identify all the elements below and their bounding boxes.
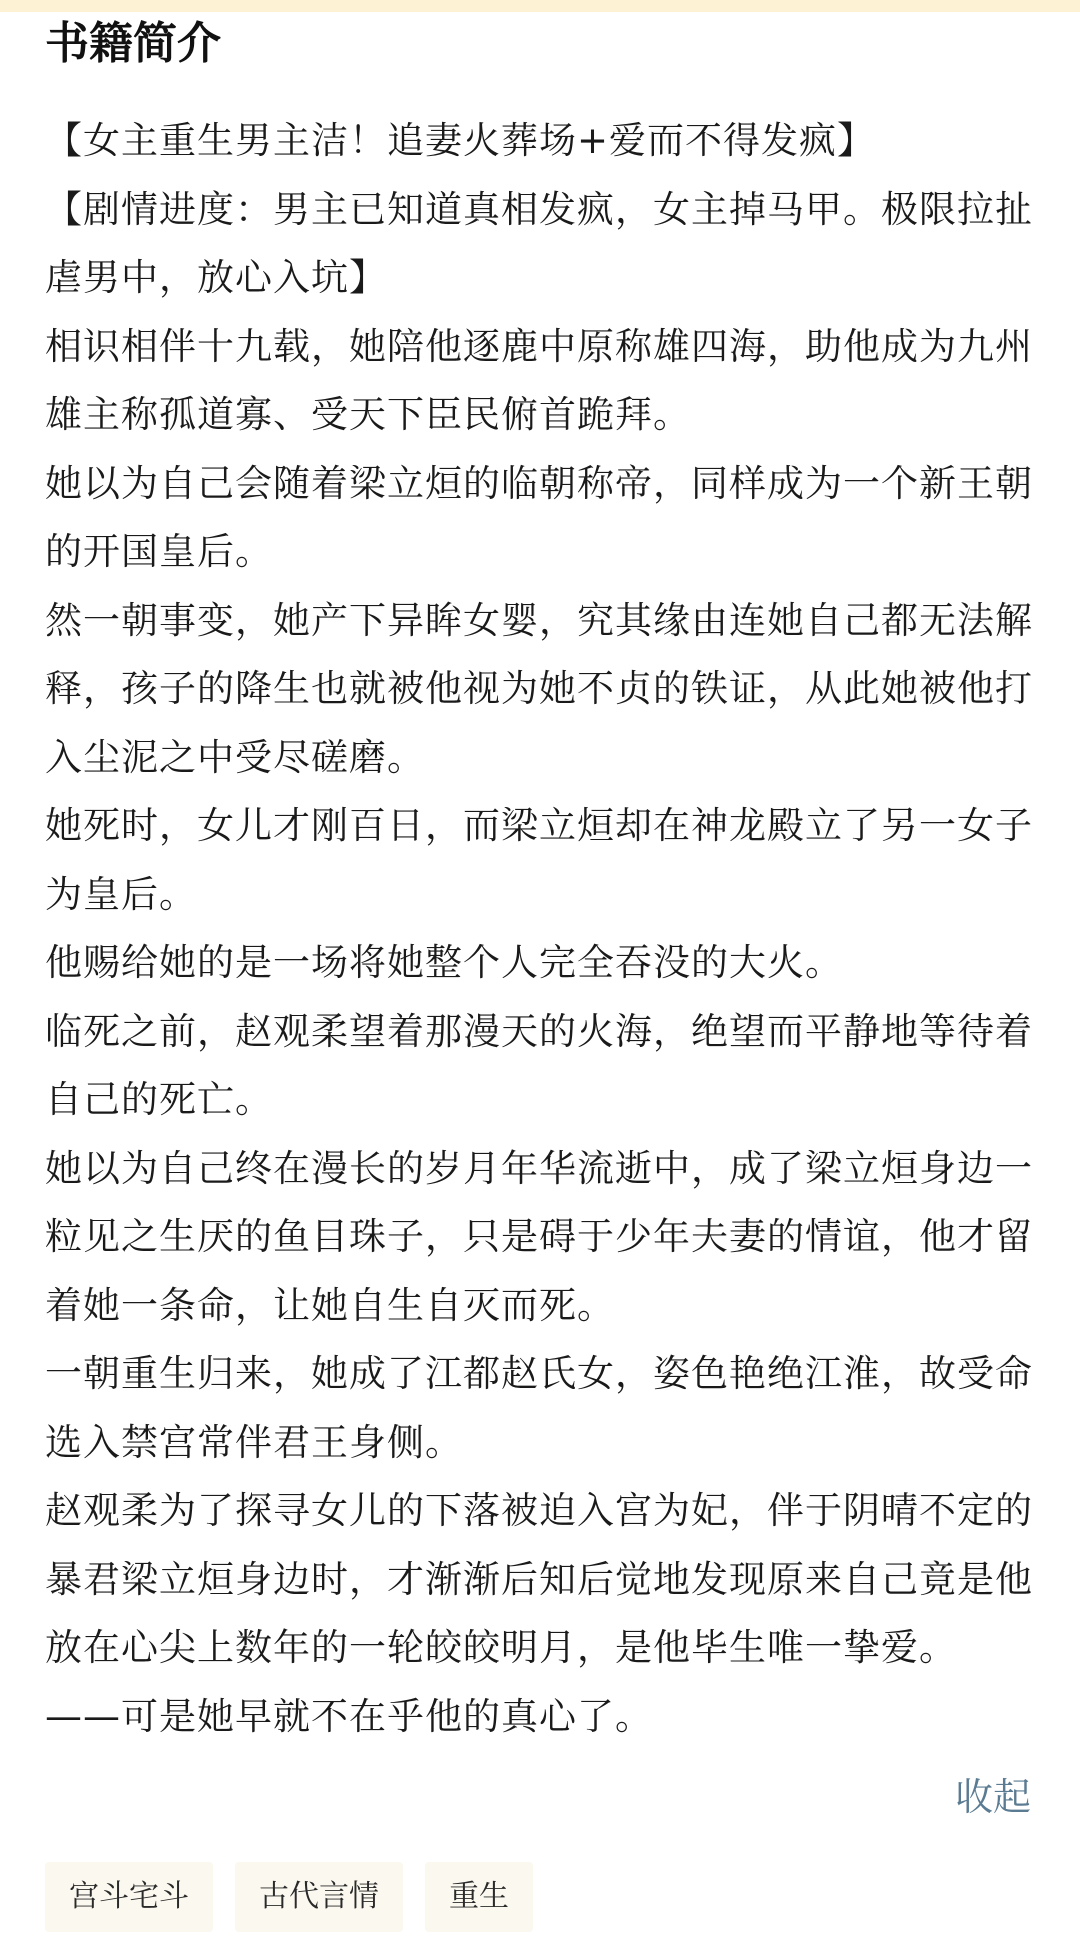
intro-paragraph: 一朝重生归来，她成了江都赵氏女，姿色艳绝江淮，故受命选入禁宫常伴君王身侧。 xyxy=(45,1352,1033,1464)
tag-rebirth[interactable]: 重生 xyxy=(425,1862,533,1932)
intro-paragraph: 她以为自己会随着梁立烜的临朝称帝，同样成为一个新王朝的开国皇后。 xyxy=(45,461,1033,573)
intro-paragraph: 赵观柔为了探寻女儿的下落被迫入宫为妃，伴于阴晴不定的暴君梁立烜身边时，才渐渐后知后觉地发现原来自己竟是他放在心尖上数年的一轮皎皎明月，是他毕生唯一挚爱。 xyxy=(45,1489,1033,1669)
book-intro xyxy=(45,107,1035,1751)
intro-paragraph: 【女主重生男主洁！追妻火葬场+爱而不得发疯】 xyxy=(45,119,876,162)
intro-paragraph: 然一朝事变，她产下异眸女婴，究其缘由连她自己都无法解释，孩子的降生也就被他视为她不贞的铁证，从此她被他打入尘泥之中受尽磋磨。 xyxy=(45,598,1033,779)
section-title: 书籍简介 xyxy=(45,18,221,69)
intro-paragraph: 她以为自己终在漫长的岁月年华流逝中，成了梁立烜身边一粒见之生厌的鱼目珠子，只是碍于少年夫妻的情谊，他才留着她一条命，让她自生自灭而死。 xyxy=(45,1146,1033,1327)
intro-paragraph: ——可是她早就不在乎他的真心了。 xyxy=(45,1694,653,1738)
tag-list xyxy=(45,1862,533,1932)
tag-ancient-romance[interactable]: 古代言情 xyxy=(235,1862,403,1932)
tag-palace-intrigue[interactable]: 宫斗宅斗 xyxy=(45,1862,213,1932)
intro-paragraph: 相识相伴十九载，她陪他逐鹿中原称雄四海，助他成为九州雄主称孤道寡、受天下臣民俯首跪拜。 xyxy=(45,324,1033,436)
top-strip xyxy=(0,0,1080,12)
intro-paragraph: 临死之前，赵观柔望着那漫天的火海，绝望而平静地等待着自己的死亡。 xyxy=(45,1009,1033,1121)
intro-paragraph: 【剧情进度：男主已知道真相发疯，女主掉马甲。极限拉扯虐男中，放心入坑】 xyxy=(45,187,1033,299)
intro-paragraph: 他赐给她的是一场将她整个人完全吞没的大火。 xyxy=(45,941,843,984)
collapse-button[interactable]: 收起 xyxy=(955,1775,1032,1819)
intro-paragraph: 她死时，女儿才刚百日，而梁立烜却在神龙殿立了另一女子为皇后。 xyxy=(45,804,1033,916)
